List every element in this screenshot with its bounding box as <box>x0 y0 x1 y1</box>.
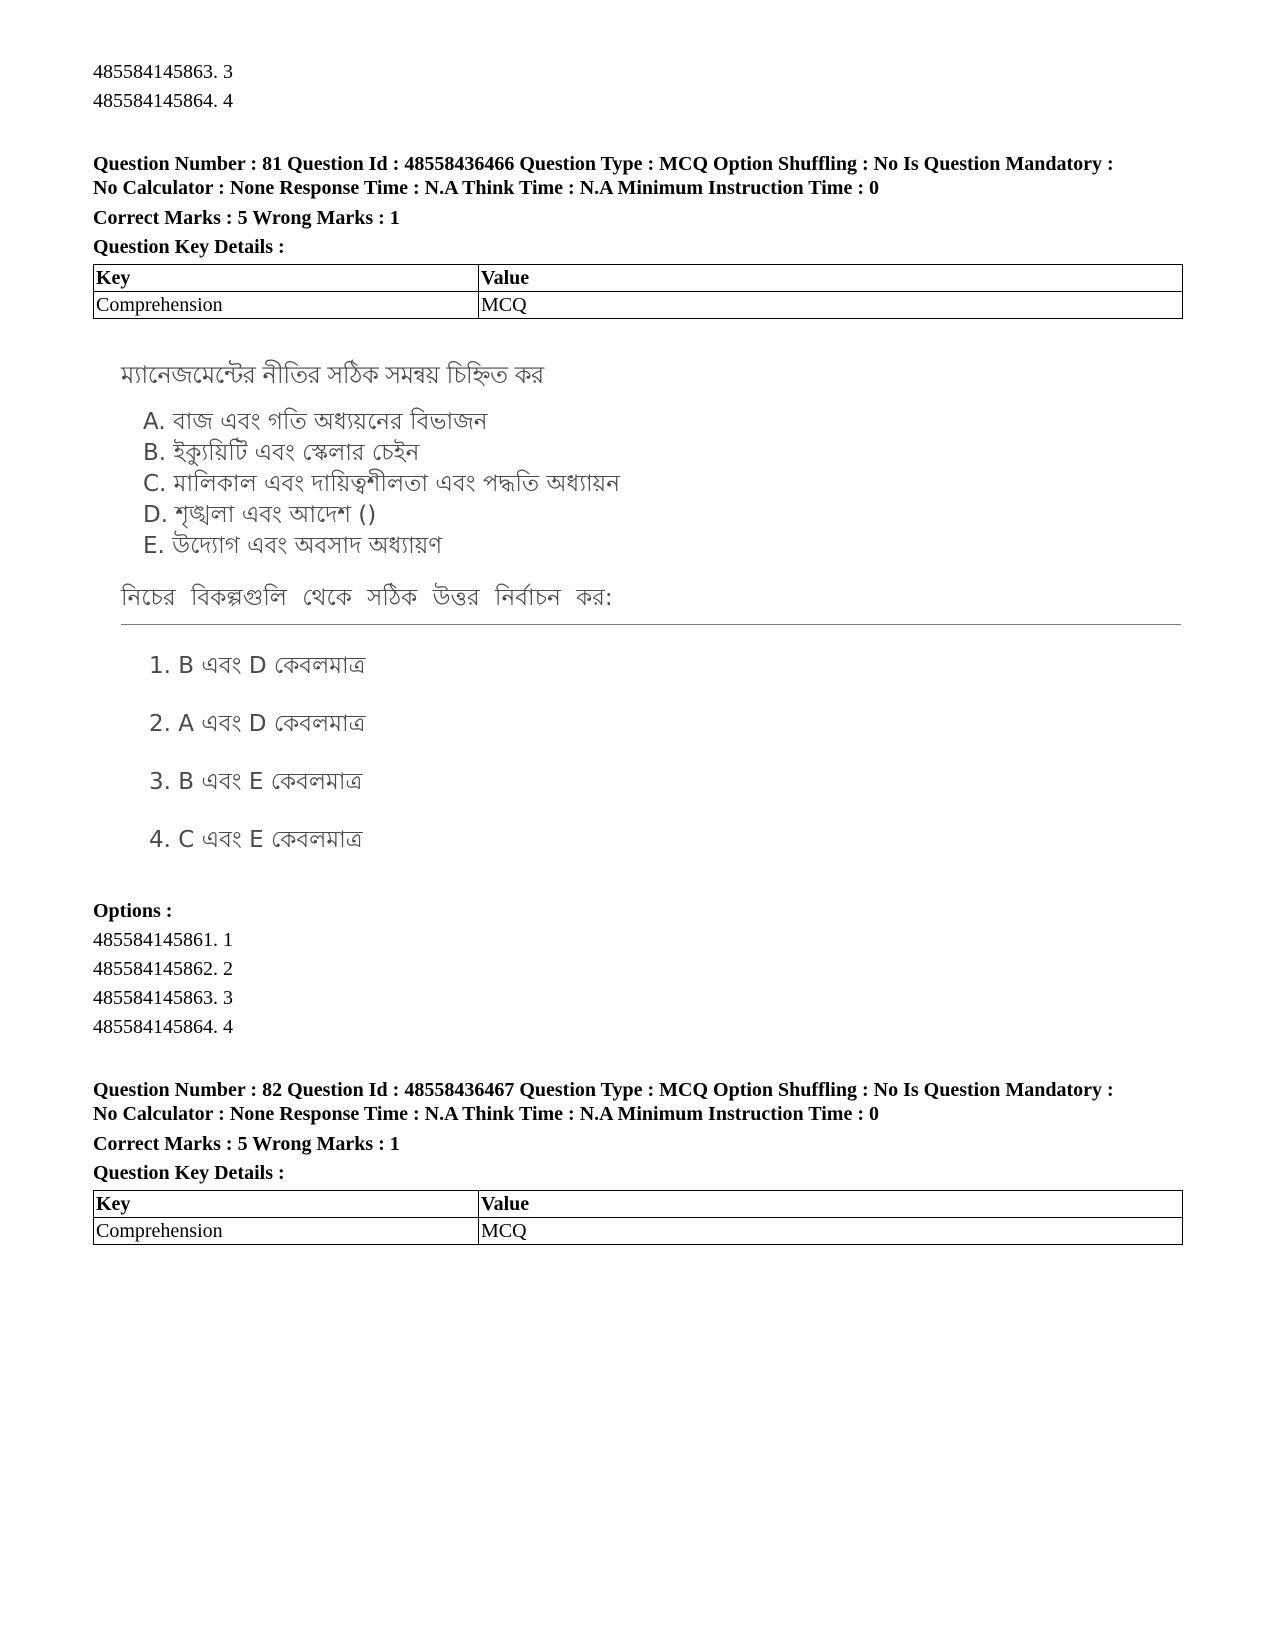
statement-list <box>143 407 620 562</box>
question-header-line2: No Calculator : None Response Time : N.A Think Time : N.A Minimum Instruction Time : 0 <box>93 177 879 199</box>
statement-item: A. বাজ এবং গতি অধ্যয়নের বিভাজন <box>143 409 488 435</box>
divider <box>121 624 1181 625</box>
question-82 <box>93 1078 1183 1245</box>
answer-choice: 3. B এবং E কেবলমাত্র <box>149 769 363 795</box>
document-page <box>93 58 1183 1245</box>
question-instruction: নিচের বিকল্পগুলি থেকে সঠিক উত্তর নির্বাচন কর: <box>121 585 613 611</box>
statement-item: C. মালিকাল এবং দায়িত্বশীলতা এবং পদ্ধতি অধ্যায়ন <box>143 471 620 497</box>
table-cell-key: Comprehension <box>94 292 479 319</box>
question-header-line2: No Calculator : None Response Time : N.A Think Time : N.A Minimum Instruction Time : 0 <box>93 1103 879 1125</box>
option-line: 485584145863. 3 <box>93 61 233 83</box>
option-line: 485584145861. 1 <box>93 929 233 951</box>
table-row <box>94 292 1183 319</box>
table-header-row <box>94 265 1183 292</box>
table-header-value: Value <box>479 265 1183 292</box>
prev-options-list <box>93 58 1183 116</box>
question-stem: ম্যানেজমেন্টের নীতির সঠিক সমন্বয় চিহ্নিত কর <box>121 361 544 389</box>
options-list <box>93 926 1183 1042</box>
question-marks: Correct Marks : 5 Wrong Marks : 1 <box>93 207 400 229</box>
question-marks: Correct Marks : 5 Wrong Marks : 1 <box>93 1133 400 1155</box>
option-line: 485584145864. 4 <box>93 90 233 112</box>
key-details-label: Question Key Details : <box>93 1162 285 1184</box>
table-cell-value: MCQ <box>479 1218 1183 1245</box>
table-header-value: Value <box>479 1191 1183 1218</box>
options-label: Options : <box>93 900 173 922</box>
table-cell-value: MCQ <box>479 292 1183 319</box>
table-header-key: Key <box>94 265 479 292</box>
answer-choice: 1. B এবং D কেবলমাত্র <box>149 653 366 679</box>
table-cell-key: Comprehension <box>94 1218 479 1245</box>
statement-item: D. শৃঙ্খলা এবং আদেশ () <box>143 502 377 528</box>
key-details-table <box>93 1190 1183 1245</box>
answer-choice: 2. A এবং D কেবলমাত্র <box>149 711 366 737</box>
table-row <box>94 1218 1183 1245</box>
key-details-table <box>93 264 1183 319</box>
option-line: 485584145864. 4 <box>93 1016 233 1038</box>
question-header-line1: Question Number : 82 Question Id : 48558436467 Question Type : MCQ Option Shuffling : No Is Question Mandatory : <box>93 1079 1114 1101</box>
table-header-key: Key <box>94 1191 479 1218</box>
question-header-line1: Question Number : 81 Question Id : 48558436466 Question Type : MCQ Option Shuffling : No Is Question Mandatory : <box>93 153 1114 175</box>
question-81 <box>93 152 1183 1042</box>
table-header-row <box>94 1191 1183 1218</box>
statement-item: B. ইক্যুয়িটি এবং স্কেলার চেইন <box>143 440 420 466</box>
statement-item: E. উদ্যোগ এবং অবসাদ অধ্যায়ণ <box>143 533 443 559</box>
option-line: 485584145862. 2 <box>93 958 233 980</box>
question-image <box>93 339 1183 889</box>
key-details-label: Question Key Details : <box>93 236 285 258</box>
option-line: 485584145863. 3 <box>93 987 233 1009</box>
answer-choice: 4. C এবং E কেবলমাত্র <box>149 827 363 853</box>
answer-choice-list <box>149 651 366 883</box>
